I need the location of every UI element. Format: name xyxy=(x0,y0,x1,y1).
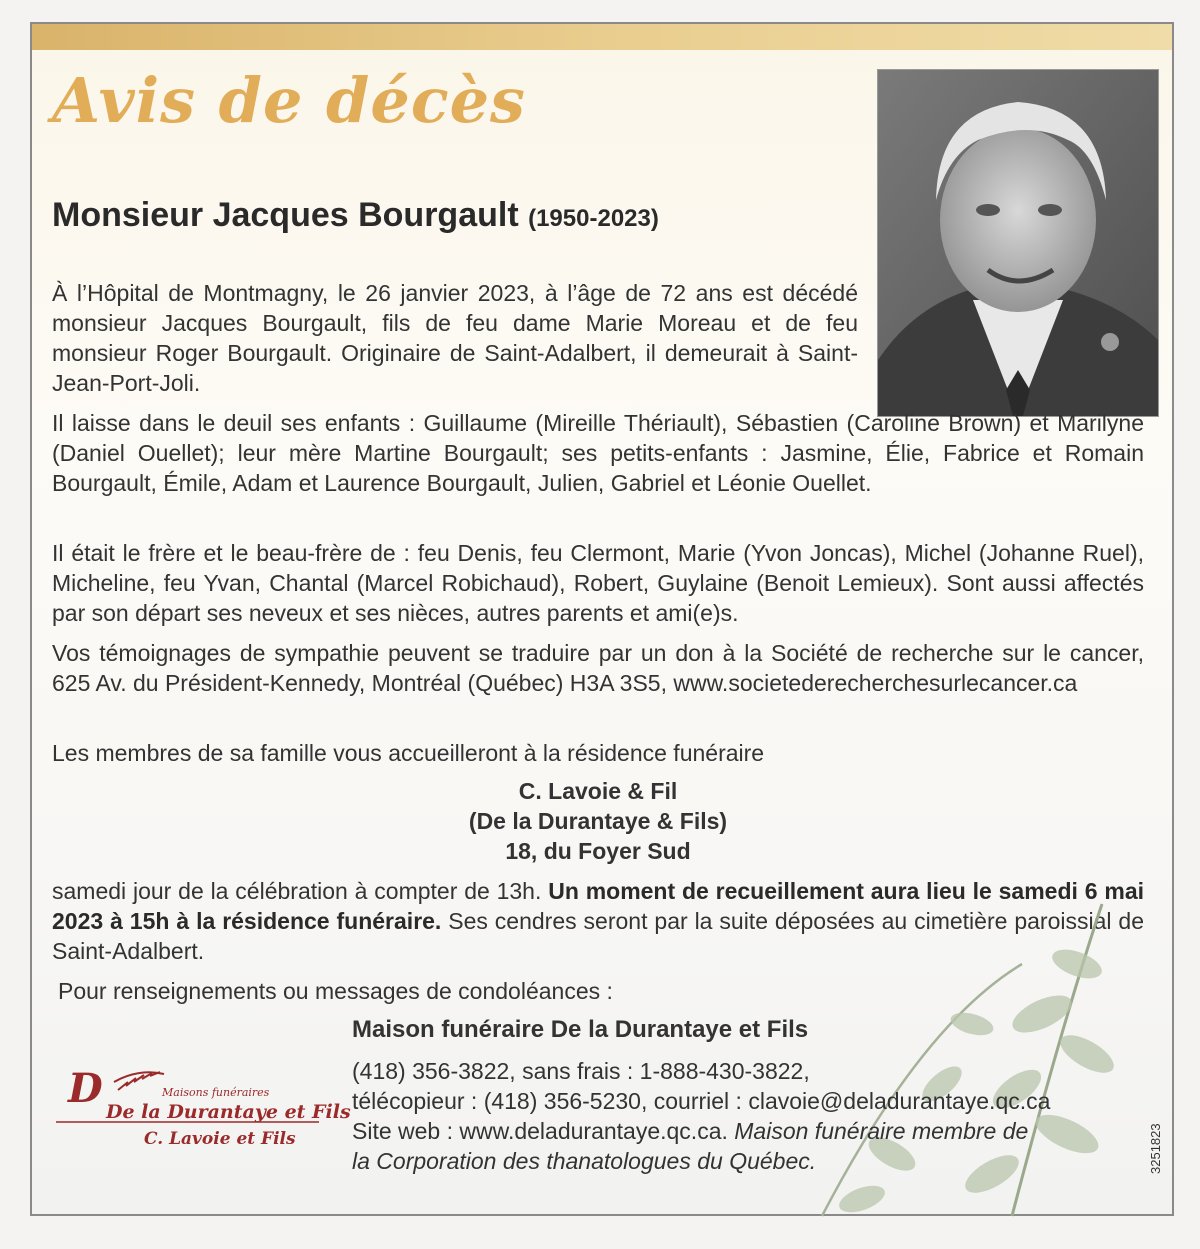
funeral-home-contact xyxy=(352,1056,1152,1176)
deceased-name: Monsieur Jacques Bourgault xyxy=(52,196,519,234)
deceased-name-line xyxy=(52,196,659,235)
logo-letter: D xyxy=(68,1065,103,1112)
logo-main-text: De la Durantaye et Fils xyxy=(106,1101,351,1123)
portrait-photo xyxy=(878,70,1158,416)
page-title: Avis de décès xyxy=(52,64,526,137)
venue-line-2: (De la Durantaye & Fils) xyxy=(468,808,728,834)
funeral-home-name: Maison funéraire De la Durantaye et Fils xyxy=(352,1016,809,1043)
paragraph-donations: Vos témoignages de sympathie peuvent se traduire par un don à la Société de recherche sur le cancer, 625 Av. du Président-Kennedy, Montréal (Québec) H3A 3S5, www.societederecherchesurlecancer.ca xyxy=(52,640,1144,696)
logo-small-text: Maisons funéraires xyxy=(162,1086,270,1099)
paragraph-siblings: Il était le frère et le beau-frère de : feu Denis, feu Clermont, Marie (Yvon Joncas), Michel (Johanne Ruel), Micheline, feu Yvan, Chantal (Marcel Robichaud), Robert, Guylaine (Benoit Lemieux). Sont aussi affectés par son départ ses neveux et ses nièces, autres parents et ami(e)s. xyxy=(52,540,1144,626)
ceremony-bold: Un moment de recueillement aura lieu le samedi 6 mai 2023 à 15h à la résidence funéraire. xyxy=(52,878,1144,934)
paragraph-death-notice: À l’Hôpital de Montmagny, le 26 janvier 2023, à l’âge de 72 ans est décédé monsieur Jacques Bourgault, fils de feu dame Marie Moreau et de feu monsieur Roger Bourgault. Originaire de Saint-Adalbert, il demeurait à Saint-Jean-Port-Joli. xyxy=(52,280,858,396)
contact-phone: (418) 356-3822, sans frais : 1-888-430-3822, xyxy=(352,1058,810,1084)
ceremony-end: Ses cendres seront par la suite déposées au cimetière paroissial de Saint-Adalbert. xyxy=(52,908,1144,964)
venue-line-1: C. Lavoie & Fil xyxy=(518,778,678,804)
ceremony-start: samedi jour de la célébration à compter de 13h. xyxy=(52,878,549,904)
funeral-home-logo xyxy=(54,1060,351,1150)
paragraph-family: Il laisse dans le deuil ses enfants : Guillaume (Mireille Thériault), Sébastien (Caroline Brown) et Marilyne (Daniel Ouellet); leur mère Martine Bourgault; ses petits-enfants : Jasmine, Élie, Fabrice et Romain Bourgault, Émile, Adam et Laurence Bourgault, Julien, Gabriel et Léonie Ouellet. xyxy=(52,410,1144,496)
obituary-frame xyxy=(30,22,1174,1216)
gold-header-bar xyxy=(32,24,1172,50)
logo-sub-text: C. Lavoie et Fils xyxy=(144,1129,296,1149)
venue-line-3: 18, du Foyer Sud xyxy=(505,838,691,864)
membership-note: Maison funéraire membre de xyxy=(734,1118,1029,1144)
deceased-years: (1950-2023) xyxy=(528,205,659,232)
membership-note-2: la Corporation des thanatologues du Québec. xyxy=(352,1148,817,1174)
contact-website: Site web : www.deladurantaye.qc.ca. xyxy=(352,1118,735,1144)
paragraph-info: Pour renseignements ou messages de condoléances : xyxy=(58,978,613,1004)
venue-address xyxy=(52,776,1144,866)
paragraph-reception: Les membres de sa famille vous accueilleront à la résidence funéraire xyxy=(52,740,765,766)
ad-number: 3251823 xyxy=(1148,1123,1163,1174)
contact-fax-email: télécopieur : (418) 356-5230, courriel : clavoie@deladurantaye.qc.ca xyxy=(352,1088,1051,1114)
